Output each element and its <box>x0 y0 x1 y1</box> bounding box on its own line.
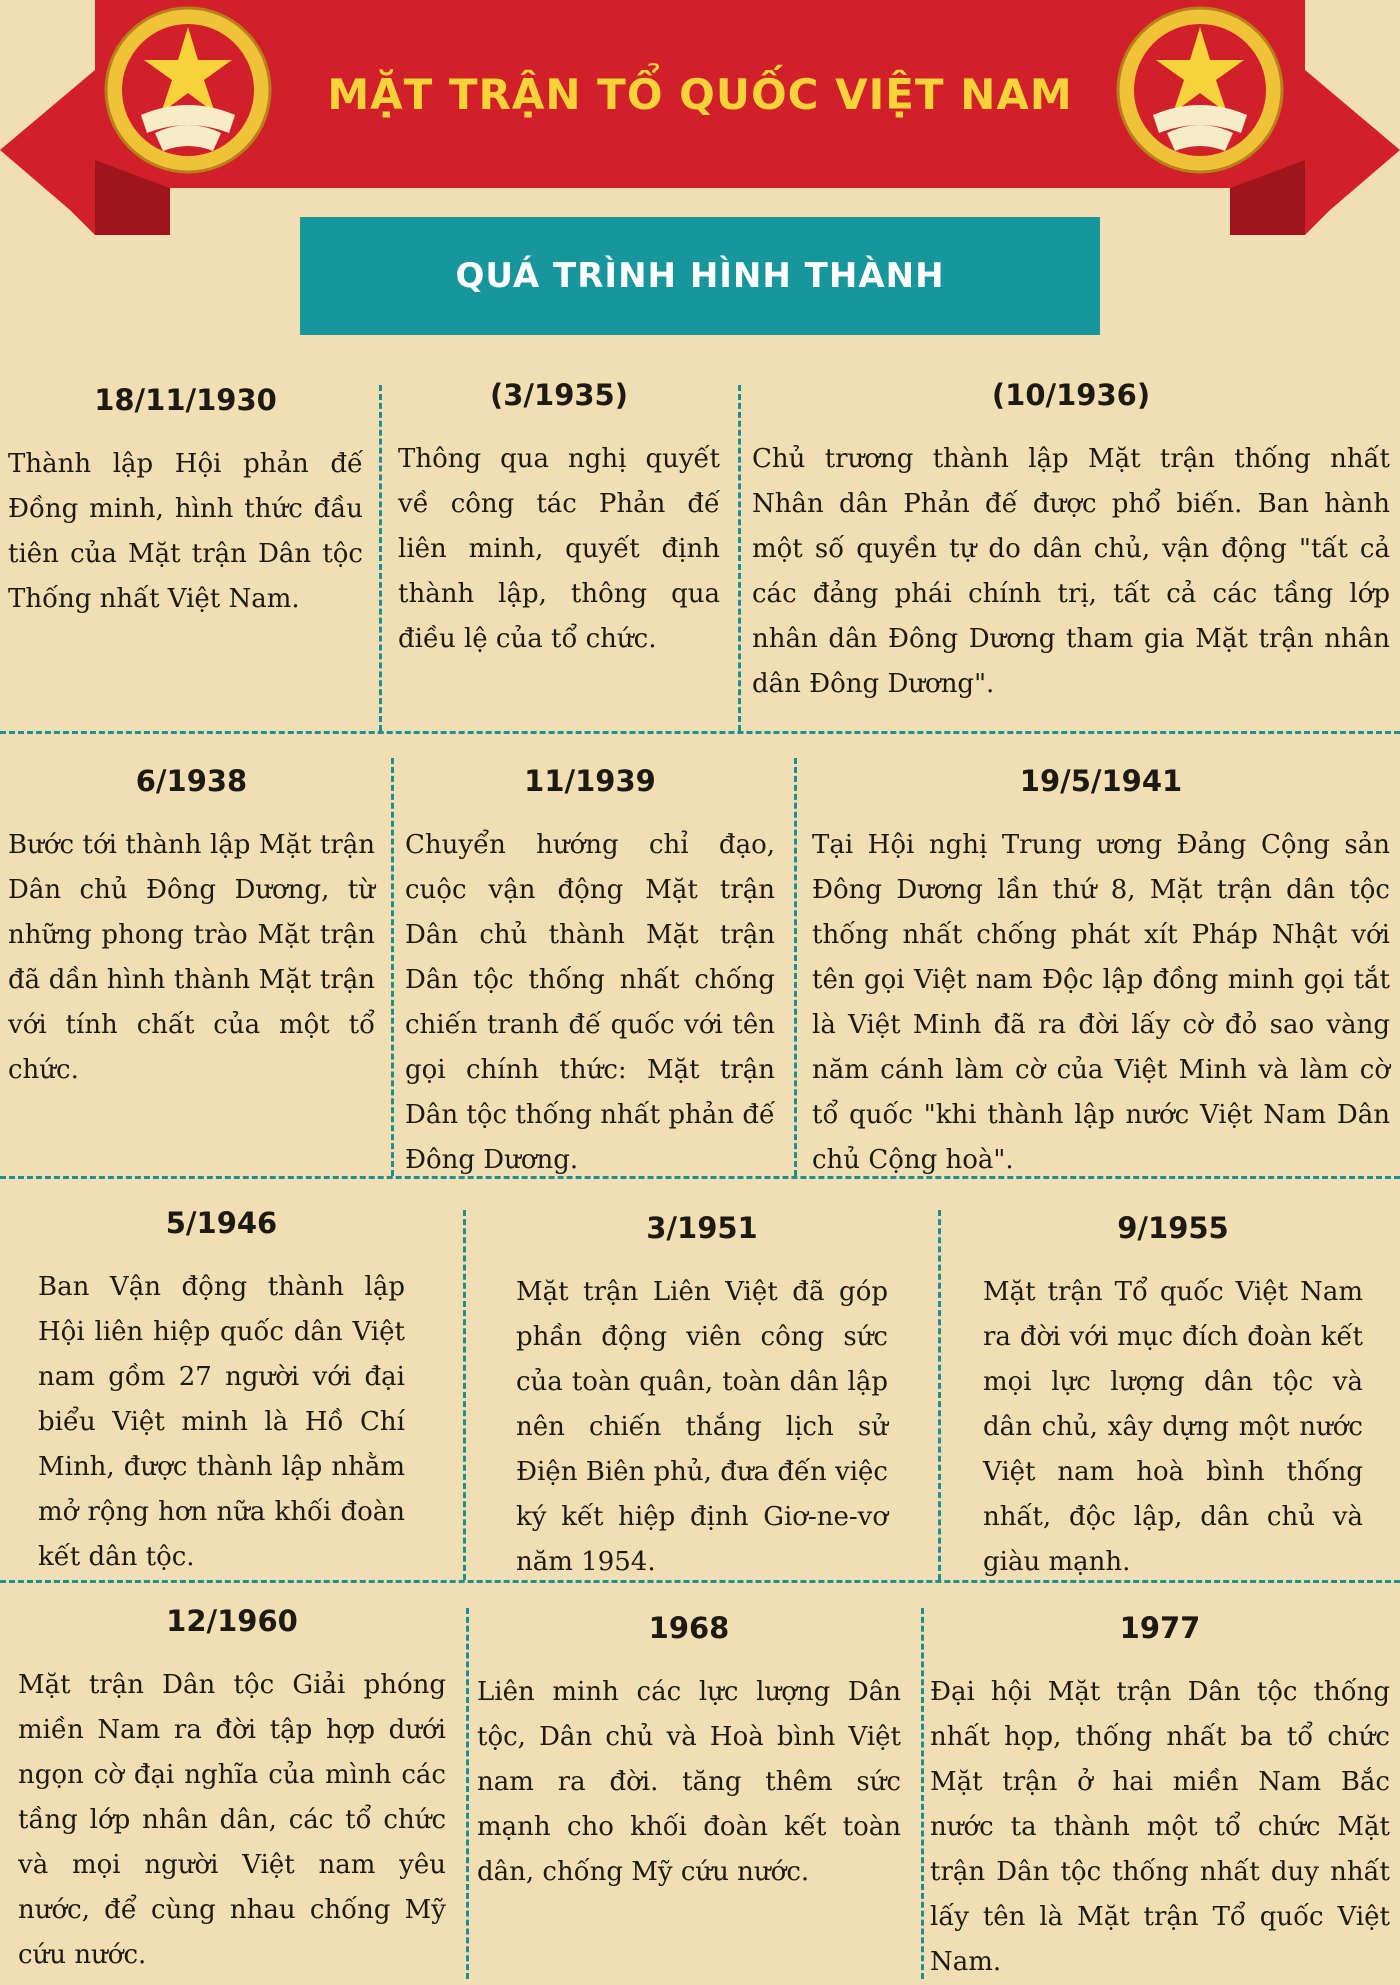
entry-date: 11/1939 <box>524 764 656 798</box>
entry-text: Bước tới thành lập Mặt trận Dân chủ Đông Dương, từ những phong trào Mặt trận đã dần hình thành Mặt trận với tính chất của một tổ chức. <box>8 830 375 1085</box>
column-divider <box>938 1210 941 1580</box>
entry-text: Mặt trận Liên Việt đã góp phần động viên công sức của toàn quân, toàn dân lập nên chiến thắng lịch sử Điện Biên phủ, đưa đến việc ký kết hiệp định Giơ-ne-vơ năm 1954. <box>516 1277 888 1577</box>
emblem-right <box>1115 5 1285 175</box>
entry-text: Mặt trận Tổ quốc Việt Nam ra đời với mục đích đoàn kết mọi lực lượng dân tộc và dân chủ, xây dựng một nước Việt nam hoà bình thống nhất, độc lập, dân chủ và giàu mạnh. <box>983 1277 1363 1577</box>
timeline-entry <box>516 1208 888 1585</box>
row-divider <box>0 731 1400 734</box>
entry-date: 1968 <box>648 1611 730 1645</box>
column-divider <box>794 758 797 1176</box>
column-divider <box>463 1210 466 1580</box>
timeline-entry <box>18 1601 446 1978</box>
entry-date: 1977 <box>1119 1611 1201 1645</box>
entry-text: Đại hội Mặt trận Dân tộc thống nhất họp, thống nhất ba tổ chức Mặt trận ở hai miền Nam Bắc nước ta thành một tổ chức Mặt trận Dân tộc thống nhất duy nhất lấy tên là Mặt trận Tổ quốc Việt Nam. <box>930 1677 1390 1977</box>
timeline-entry <box>405 761 775 1183</box>
timeline-entry <box>38 1203 405 1580</box>
timeline-entry <box>8 380 363 622</box>
timeline-entry <box>930 1608 1390 1985</box>
entry-date: 3/1951 <box>646 1211 758 1245</box>
entry-date: 12/1960 <box>166 1604 298 1638</box>
timeline-entry <box>477 1608 901 1895</box>
column-divider <box>466 1608 469 1979</box>
entry-date: 18/11/1930 <box>94 383 277 417</box>
timeline-entry <box>398 375 720 662</box>
subtitle-box <box>300 217 1100 335</box>
column-divider <box>379 385 382 731</box>
entry-date: 5/1946 <box>165 1206 278 1240</box>
entry-text: Chủ trương thành lập Mặt trận thống nhất Nhân dân Phản đế được phổ biến. Ban hành một số quyền tự do dân chủ, vận động "tất cả các đảng phái chính trị, tất cả các tầng lớp nhân dân Đông Dương tham gia Mặt trận nhân dân Đông Dương". <box>752 444 1390 699</box>
timeline-entry <box>752 375 1390 707</box>
entry-date: 19/5/1941 <box>1019 764 1183 798</box>
entry-date: (3/1935) <box>490 378 628 412</box>
entry-date: (10/1936) <box>991 378 1151 412</box>
emblem-left <box>103 5 273 175</box>
entry-text: Liên minh các lực lượng Dân tộc, Dân chủ và Hoà bình Việt nam ra đời. tăng thêm sức mạnh cho khối đoàn kết toàn dân, chống Mỹ cứu nước. <box>477 1677 901 1887</box>
entry-text: Chuyển hướng chỉ đạo, cuộc vận động Mặt trận Dân chủ thành Mặt trận Dân tộc thống nhất chống chiến tranh đế quốc với tên gọi chính thức: Mặt trận Dân tộc thống nhất phản đế Đông Dương. <box>405 830 775 1175</box>
entry-text: Tại Hội nghị Trung ương Đảng Cộng sản Đông Dương lần thứ 8, Mặt trận dân tộc thống nhất chống phát xít Pháp Nhật với tên gọi Việt nam Độc lập đồng minh gọi tắt là Việt Minh đã ra đời lấy cờ đỏ sao vàng năm cánh làm cờ của Việt Minh và làm cờ tổ quốc "khi thành lập nước Việt Nam Dân chủ Cộng hoà". <box>812 830 1390 1175</box>
entry-text: Ban Vận động thành lập Hội liên hiệp quốc dân Việt nam gồm 27 người với đại biểu Việt minh là Hồ Chí Minh, được thành lập nhằm mở rộng hơn nữa khối đoàn kết dân tộc. <box>38 1272 405 1572</box>
column-divider <box>738 385 741 731</box>
subtitle-text: QUÁ TRÌNH HÌNH THÀNH <box>455 256 945 296</box>
timeline-entry <box>983 1208 1363 1585</box>
entry-date: 6/1938 <box>135 764 248 798</box>
entry-date: 9/1955 <box>1117 1211 1229 1245</box>
timeline-entry <box>8 761 375 1093</box>
entry-text: Thành lập Hội phản đế Đồng minh, hình thức đầu tiên của Mặt trận Dân tộc Thống nhất Việt Nam. <box>8 449 363 614</box>
entry-text: Thông qua nghị quyết về công tác Phản đế liên minh, quyết định thành lập, thông qua điều lệ của tổ chức. <box>398 444 720 654</box>
column-divider <box>391 758 394 1176</box>
column-divider <box>921 1608 924 1979</box>
main-title: MẶT TRẬN TỔ QUỐC VIỆT NAM <box>327 70 1073 119</box>
timeline-entry <box>812 761 1390 1183</box>
entry-text: Mặt trận Dân tộc Giải phóng miền Nam ra đời tập hợp dưới ngọn cờ đại nghĩa của mình các tầng lớp nhân dân, các tổ chức và mọi người Việt nam yêu nước, để cùng nhau chống Mỹ cứu nước. <box>18 1670 446 1970</box>
